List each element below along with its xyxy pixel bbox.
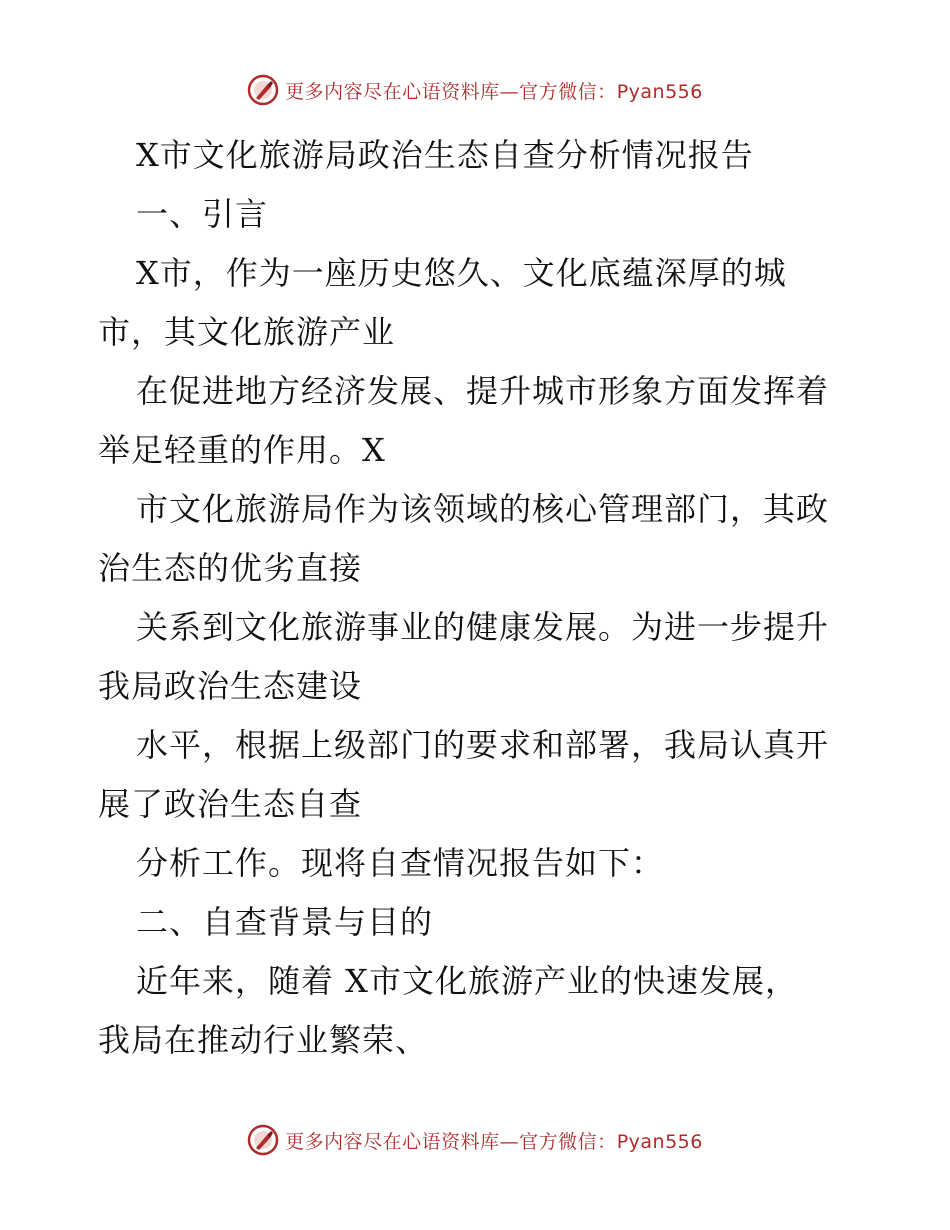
paragraph-line: 市，其文化旅游产业 bbox=[98, 313, 396, 351]
banner-separator: — bbox=[499, 80, 520, 103]
document-body bbox=[98, 126, 858, 1070]
paragraph-line: 水平，根据上级部门的要求和部署，我局认真开 bbox=[136, 726, 830, 764]
banner-contact-label: 官方微信： bbox=[519, 80, 617, 103]
pen-nib-logo-icon bbox=[247, 1124, 279, 1156]
paragraph-line: 我局在推动行业繁荣、 bbox=[98, 1021, 429, 1059]
paragraph-line: 近年来，随着 X市文化旅游产业的快速发展， bbox=[136, 962, 798, 1000]
section-heading: 一、引言 bbox=[136, 195, 269, 233]
header-banner bbox=[0, 70, 950, 110]
footer-banner bbox=[0, 1120, 950, 1160]
pen-nib-logo-icon bbox=[247, 74, 279, 106]
paragraph-line: 市文化旅游局作为该领域的核心管理部门，其政 bbox=[136, 490, 830, 528]
paragraph-line: 我局政治生态建设 bbox=[98, 667, 363, 705]
paragraph-line: 举足轻重的作用。X bbox=[98, 431, 386, 469]
banner-contact-id: Pyan556 bbox=[616, 1130, 703, 1153]
document-title: X市文化旅游局政治生态自查分析情况报告 bbox=[136, 136, 754, 174]
banner-site-name: 更多内容尽在心语资料库 bbox=[285, 80, 500, 103]
banner-contact-id: Pyan556 bbox=[616, 80, 703, 103]
banner-site-name: 更多内容尽在心语资料库 bbox=[285, 1130, 500, 1153]
paragraph-line: 治生态的优劣直接 bbox=[98, 549, 363, 587]
banner-separator: — bbox=[499, 1130, 520, 1153]
banner-text bbox=[285, 77, 703, 104]
paragraph-line: 分析工作。现将自查情况报告如下： bbox=[136, 844, 665, 882]
paragraph-line: 关系到文化旅游事业的健康发展。为进一步提升 bbox=[136, 608, 830, 646]
paragraph-line: 在促进地方经济发展、提升城市形象方面发挥着 bbox=[136, 372, 830, 410]
section-heading: 二、自查背景与目的 bbox=[136, 903, 434, 941]
paragraph-line: 展了政治生态自查 bbox=[98, 785, 363, 823]
banner-contact-label: 官方微信： bbox=[519, 1130, 617, 1153]
banner-text bbox=[285, 1127, 703, 1154]
paragraph-line: X市，作为一座历史悠久、文化底蕴深厚的城 bbox=[136, 254, 787, 292]
